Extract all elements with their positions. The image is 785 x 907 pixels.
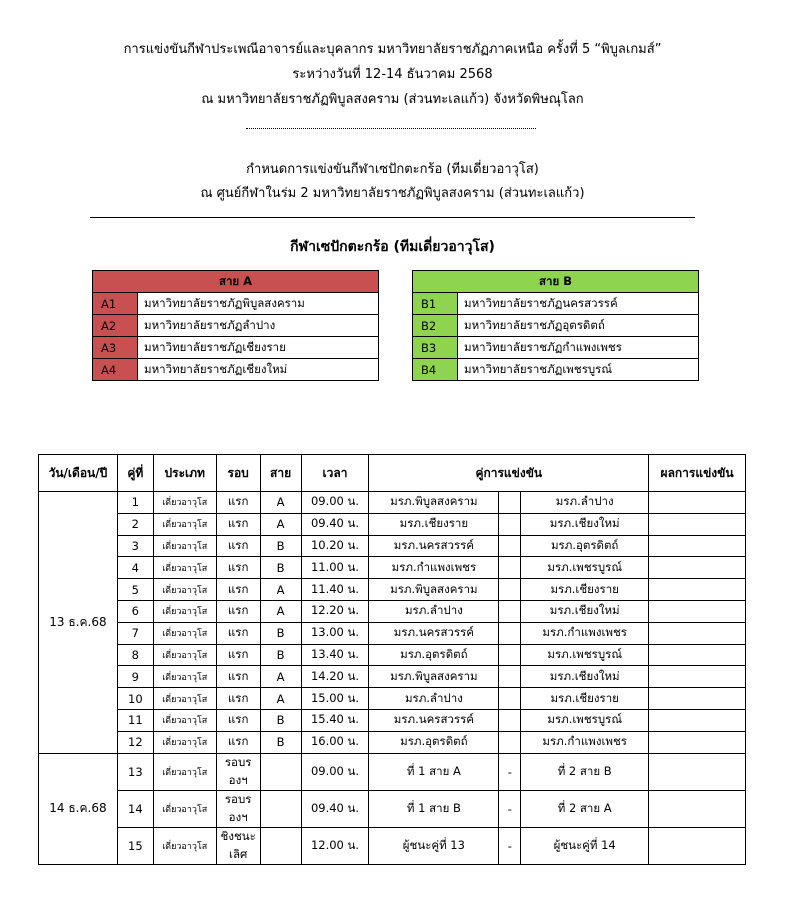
pair-separator [499,709,521,731]
table-row [39,827,746,864]
match-result [649,622,746,644]
match-type: เดี่ยวอาวุโส [153,827,216,864]
team-2: ที่ 2 สาย B [521,753,649,790]
match-round: แรก [216,557,260,579]
match-result [649,731,746,753]
team-2: มรภ.เชียงใหม่ [521,513,649,535]
team-2: มรภ.เชียงใหม่ [521,666,649,688]
match-number: 10 [117,688,153,710]
match-type: เดี่ยวอาวุโส [153,622,216,644]
table-row [39,688,746,710]
date-cell: 13 ธ.ค.68 [39,492,118,754]
group-team-row [93,337,379,359]
header-match: คู่ที่ [117,455,153,492]
team-1: มรภ.นครสวรรค์ [369,535,499,557]
pair-separator: - [499,827,521,864]
team-name: มหาวิทยาลัยราชภัฏเชียงราย [138,337,379,359]
team-name: มหาวิทยาลัยราชภัฏพิบูลสงคราม [138,293,379,315]
match-type: เดี่ยวอาวุโส [153,579,216,601]
header-line-5: ณ ศูนย์กีฬาในร่ม 2 มหาวิทยาลัยราชภัฏพิบูลสงคราม (ส่วนทะเลแก้ว) [200,186,585,201]
match-group: A [260,492,301,514]
match-round: รอบรองฯ [216,753,260,790]
match-result [649,579,746,601]
match-round: แรก [216,579,260,601]
match-result [649,827,746,864]
header-line-3: ณ มหาวิทยาลัยราชภัฏพิบูลสงคราม (ส่วนทะเลแก้ว) จังหวัดพิษณุโลก [201,92,584,107]
team-2: มรภ.เชียงราย [521,688,649,710]
team-code: A4 [93,359,138,381]
match-group: B [260,731,301,753]
team-1: มรภ.พิบูลสงคราม [369,579,499,601]
match-round: แรก [216,492,260,514]
team-code: B1 [413,293,458,315]
match-result [649,557,746,579]
group-b-title: สาย B [413,271,699,293]
match-type: เดี่ยวอาวุโส [153,753,216,790]
pair-separator [499,622,521,644]
team-name: มหาวิทยาลัยราชภัฏกำแพงเพชร [458,337,699,359]
table-row [39,513,746,535]
table-row [39,535,746,557]
table-row [39,579,746,601]
team-1: มรภ.กำแพงเพชร [369,557,499,579]
table-row [39,492,746,514]
match-group: B [260,535,301,557]
match-type: เดี่ยวอาวุโส [153,535,216,557]
group-a-table [92,270,379,381]
match-number: 14 [117,790,153,827]
table-row [39,557,746,579]
pair-separator: - [499,790,521,827]
match-group: A [260,579,301,601]
team-2: มรภ.อุตรดิตถ์ [521,535,649,557]
match-result [649,644,746,666]
match-result [649,688,746,710]
match-group: A [260,513,301,535]
match-time: 14.20 น. [301,666,369,688]
match-time: 10.20 น. [301,535,369,557]
table-row [39,644,746,666]
match-group: B [260,709,301,731]
date-cell: 14 ธ.ค.68 [39,753,118,864]
team-1: มรภ.นครสวรรค์ [369,622,499,644]
table-row [39,709,746,731]
match-result [649,709,746,731]
group-team-row [413,337,699,359]
match-round: แรก [216,731,260,753]
team-1: มรภ.ลำปาง [369,600,499,622]
match-result [649,600,746,622]
team-1: มรภ.ลำปาง [369,688,499,710]
match-group [260,827,301,864]
match-number: 1 [117,492,153,514]
match-round: แรก [216,622,260,644]
team-name: มหาวิทยาลัยราชภัฏเชียงใหม่ [138,359,379,381]
team-2: มรภ.เพชรบูรณ์ [521,644,649,666]
team-2: ผู้ชนะคู่ที่ 14 [521,827,649,864]
match-time: 13.00 น. [301,622,369,644]
match-round: แรก [216,535,260,557]
team-1: มรภ.นครสวรรค์ [369,709,499,731]
group-team-row [413,359,699,381]
match-group: B [260,644,301,666]
group-team-row [93,293,379,315]
match-type: เดี่ยวอาวุโส [153,557,216,579]
match-number: 7 [117,622,153,644]
match-time: 09.00 น. [301,753,369,790]
pair-separator [499,644,521,666]
table-row [39,731,746,753]
horizontal-rule [90,217,695,218]
match-round: แรก [216,644,260,666]
pair-separator [499,731,521,753]
table-row [39,666,746,688]
match-round: แรก [216,600,260,622]
match-number: 5 [117,579,153,601]
team-name: มหาวิทยาลัยราชภัฏนครสวรรค์ [458,293,699,315]
table-row [39,622,746,644]
header-type: ประเภท [153,455,216,492]
match-type: เดี่ยวอาวุโส [153,666,216,688]
team-name: มหาวิทยาลัยราชภัฏเพชรบูรณ์ [458,359,699,381]
table-row [39,790,746,827]
team-code: B4 [413,359,458,381]
sport-title: กีฬาเซปักตะกร้อ (ทีมเดี่ยวอาวุโส) [290,239,495,255]
team-1: มรภ.อุตรดิตถ์ [369,731,499,753]
match-type: เดี่ยวอาวุโส [153,513,216,535]
match-time: 09.40 น. [301,513,369,535]
match-number: 12 [117,731,153,753]
match-time: 09.00 น. [301,492,369,514]
team-2: มรภ.ลำปาง [521,492,649,514]
match-round: แรก [216,688,260,710]
match-round: แรก [216,709,260,731]
team-1: มรภ.พิบูลสงคราม [369,666,499,688]
header-pairing: คู่การแข่งขัน [369,455,649,492]
match-round: แรก [216,513,260,535]
header-date: วัน/เดือน/ปี [39,455,118,492]
match-time: 16.00 น. [301,731,369,753]
pair-separator [499,600,521,622]
match-time: 09.40 น. [301,790,369,827]
match-number: 15 [117,827,153,864]
match-time: 11.40 น. [301,579,369,601]
pair-separator [499,535,521,557]
match-result [649,753,746,790]
team-2: มรภ.เชียงราย [521,579,649,601]
table-row [39,753,746,790]
pair-separator [499,513,521,535]
match-group [260,790,301,827]
match-type: เดี่ยวอาวุโส [153,492,216,514]
match-type: เดี่ยวอาวุโส [153,790,216,827]
pair-separator [499,557,521,579]
pair-separator [499,688,521,710]
match-time: 15.00 น. [301,688,369,710]
group-a-title: สาย A [93,271,379,293]
match-number: 11 [117,709,153,731]
match-result [649,513,746,535]
header-line-2: ระหว่างวันที่ 12-14 ธันวาคม 2568 [292,67,493,82]
header-result: ผลการแข่งขัน [649,455,746,492]
match-group: A [260,666,301,688]
match-number: 4 [117,557,153,579]
match-round: แรก [216,666,260,688]
team-2: มรภ.เพชรบูรณ์ [521,557,649,579]
team-2: มรภ.เชียงใหม่ [521,600,649,622]
team-1: ที่ 1 สาย B [369,790,499,827]
header-time: เวลา [301,455,369,492]
table-row [39,600,746,622]
match-time: 12.20 น. [301,600,369,622]
group-team-row [93,359,379,381]
team-1: ผู้ชนะคู่ที่ 13 [369,827,499,864]
match-result [649,666,746,688]
match-time: 13.40 น. [301,644,369,666]
team-name: มหาวิทยาลัยราชภัฏลำปาง [138,315,379,337]
match-type: เดี่ยวอาวุโส [153,600,216,622]
team-2: มรภ.กำแพงเพชร [521,622,649,644]
match-number: 3 [117,535,153,557]
match-group [260,753,301,790]
team-1: มรภ.เชียงราย [369,513,499,535]
match-number: 8 [117,644,153,666]
match-time: 11.00 น. [301,557,369,579]
team-code: A2 [93,315,138,337]
header-round: รอบ [216,455,260,492]
match-group: A [260,688,301,710]
match-result [649,492,746,514]
schedule-table [38,454,746,865]
team-2: มรภ.เพชรบูรณ์ [521,709,649,731]
team-1: ที่ 1 สาย A [369,753,499,790]
match-round: ชิงชนะเลิศ [216,827,260,864]
header-line-4: กำหนดการแข่งขันกีฬาเซปักตะกร้อ (ทีมเดี่ยวอาวุโส) [246,162,539,177]
match-group: B [260,557,301,579]
team-code: A1 [93,293,138,315]
pair-separator [499,666,521,688]
header-group: สาย [260,455,301,492]
group-b-table [412,270,699,381]
match-number: 6 [117,600,153,622]
match-result [649,535,746,557]
team-1: มรภ.พิบูลสงคราม [369,492,499,514]
team-2: ที่ 2 สาย A [521,790,649,827]
team-code: A3 [93,337,138,359]
dotted-divider [246,120,536,129]
match-type: เดี่ยวอาวุโส [153,688,216,710]
group-team-row [93,315,379,337]
match-type: เดี่ยวอาวุโส [153,731,216,753]
group-team-row [413,315,699,337]
match-group: B [260,622,301,644]
match-number: 2 [117,513,153,535]
pair-separator [499,492,521,514]
team-2: มรภ.กำแพงเพชร [521,731,649,753]
match-type: เดี่ยวอาวุโส [153,644,216,666]
match-time: 12.00 น. [301,827,369,864]
group-team-row [413,293,699,315]
team-name: มหาวิทยาลัยราชภัฏอุตรดิตถ์ [458,315,699,337]
team-code: B2 [413,315,458,337]
match-time: 15.40 น. [301,709,369,731]
match-number: 9 [117,666,153,688]
team-1: มรภ.อุตรดิตถ์ [369,644,499,666]
match-round: รอบรองฯ [216,790,260,827]
match-type: เดี่ยวอาวุโส [153,709,216,731]
match-number: 13 [117,753,153,790]
match-group: A [260,600,301,622]
header-line-1: การแข่งขันกีฬาประเพณีอาจารย์และบุคลากร มหาวิทยาลัยราชภัฏภาคเหนือ ครั้งที่ 5 “พิบูลเกมส์” [123,42,662,57]
team-code: B3 [413,337,458,359]
pair-separator: - [499,753,521,790]
match-result [649,790,746,827]
pair-separator [499,579,521,601]
